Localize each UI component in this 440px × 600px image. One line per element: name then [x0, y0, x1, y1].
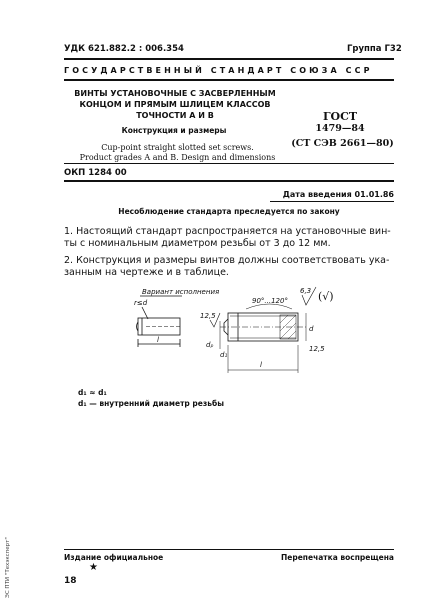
variant-dim-l: l [157, 336, 159, 344]
paragraph-line: занным на чертеже и в таблице. [64, 267, 229, 278]
english-title-line: Product grades A and B. Design and dimensions [79, 153, 276, 162]
st-sev-equivalent: (СТ СЭВ 2661—80) [291, 138, 394, 149]
roughness-left: 12,5 [200, 312, 216, 320]
header-rule-top [64, 58, 394, 60]
title-line: КОНЦОМ И ПРЯМЫМ ШЛИЦЕМ КЛАССОВ [79, 100, 271, 109]
effective-date: Дата введения 01.01.86 [282, 190, 394, 199]
publication-notice: Издание официальное [64, 553, 164, 562]
title-line: ТОЧНОСТИ А И В [136, 111, 214, 120]
star-icon: ★ [89, 562, 98, 573]
margin-text: ЭС ПТИ "Техэксперт" [5, 537, 11, 598]
main-screw [200, 287, 334, 373]
reprint-notice: Перепечатка воспрещена [280, 553, 394, 562]
angle-label: 90°...120° [252, 297, 288, 305]
hatch-line [280, 315, 296, 331]
document-subtitle: Конструкция и размеры [121, 126, 227, 135]
english-title-line: Cup-point straight slotted set screws. [101, 143, 254, 152]
margin-watermark [2, 505, 11, 600]
gost-number: 1479—84 [315, 123, 365, 134]
title-line: ВИНТЫ УСТАНОВОЧНЫЕ С ЗАСВЕРЛЕННЫМ [74, 89, 276, 98]
dim-d1-label: d₁ [220, 351, 228, 359]
paragraph-line: 1. Настоящий стандарт распространяется на установочные вин- [64, 226, 391, 237]
english-title [70, 143, 285, 163]
legend-line-2: d₁ — внутренний диаметр резьбы [78, 399, 224, 408]
gost-label: ГОСТ [322, 110, 358, 123]
group-code: Группа Г32 [347, 44, 402, 54]
page-number: 18 [64, 576, 77, 586]
document-title [70, 88, 280, 121]
dim-l-label: l [260, 361, 262, 369]
organization-heading: ГОСУДАРСТВЕННЫЙ СТАНДАРТ СОЮЗА ССР [64, 66, 373, 75]
paragraph-1 [64, 226, 394, 250]
dim-d-label: d [309, 325, 314, 333]
hatch-line [280, 323, 296, 339]
paragraph-line: ты с номинальным диаметром резьбы от 3 до 12 мм. [64, 238, 331, 249]
law-notice: Несоблюдение стандарта преследуется по закону [118, 207, 340, 216]
paragraph-2 [64, 255, 394, 279]
header-rule-bottom [64, 79, 394, 81]
date-underline [270, 201, 394, 202]
variant-radius-leader [142, 307, 148, 319]
okp-code: ОКП 1284 00 [64, 168, 127, 178]
variant-label: Вариант исполнения [142, 288, 220, 296]
udk-code: УДК 621.882.2 : 006.354 [64, 44, 184, 54]
okp-rule [64, 180, 394, 182]
roughness-general: (√) [318, 290, 334, 303]
legend-line-1: d₁ ≈ d₁ [78, 388, 107, 397]
variant-radius-label: r≤d [134, 299, 148, 307]
screw-drawing [120, 285, 340, 380]
roughness-right: 12,5 [309, 345, 325, 353]
paragraph-line: 2. Конструкция и размеры винтов должны соответствовать ука- [64, 255, 390, 266]
footer-rule [64, 549, 394, 550]
dim-dp-label: dₚ [206, 341, 214, 349]
title-rule [64, 163, 394, 164]
roughness-value: 6,3 [300, 287, 312, 295]
